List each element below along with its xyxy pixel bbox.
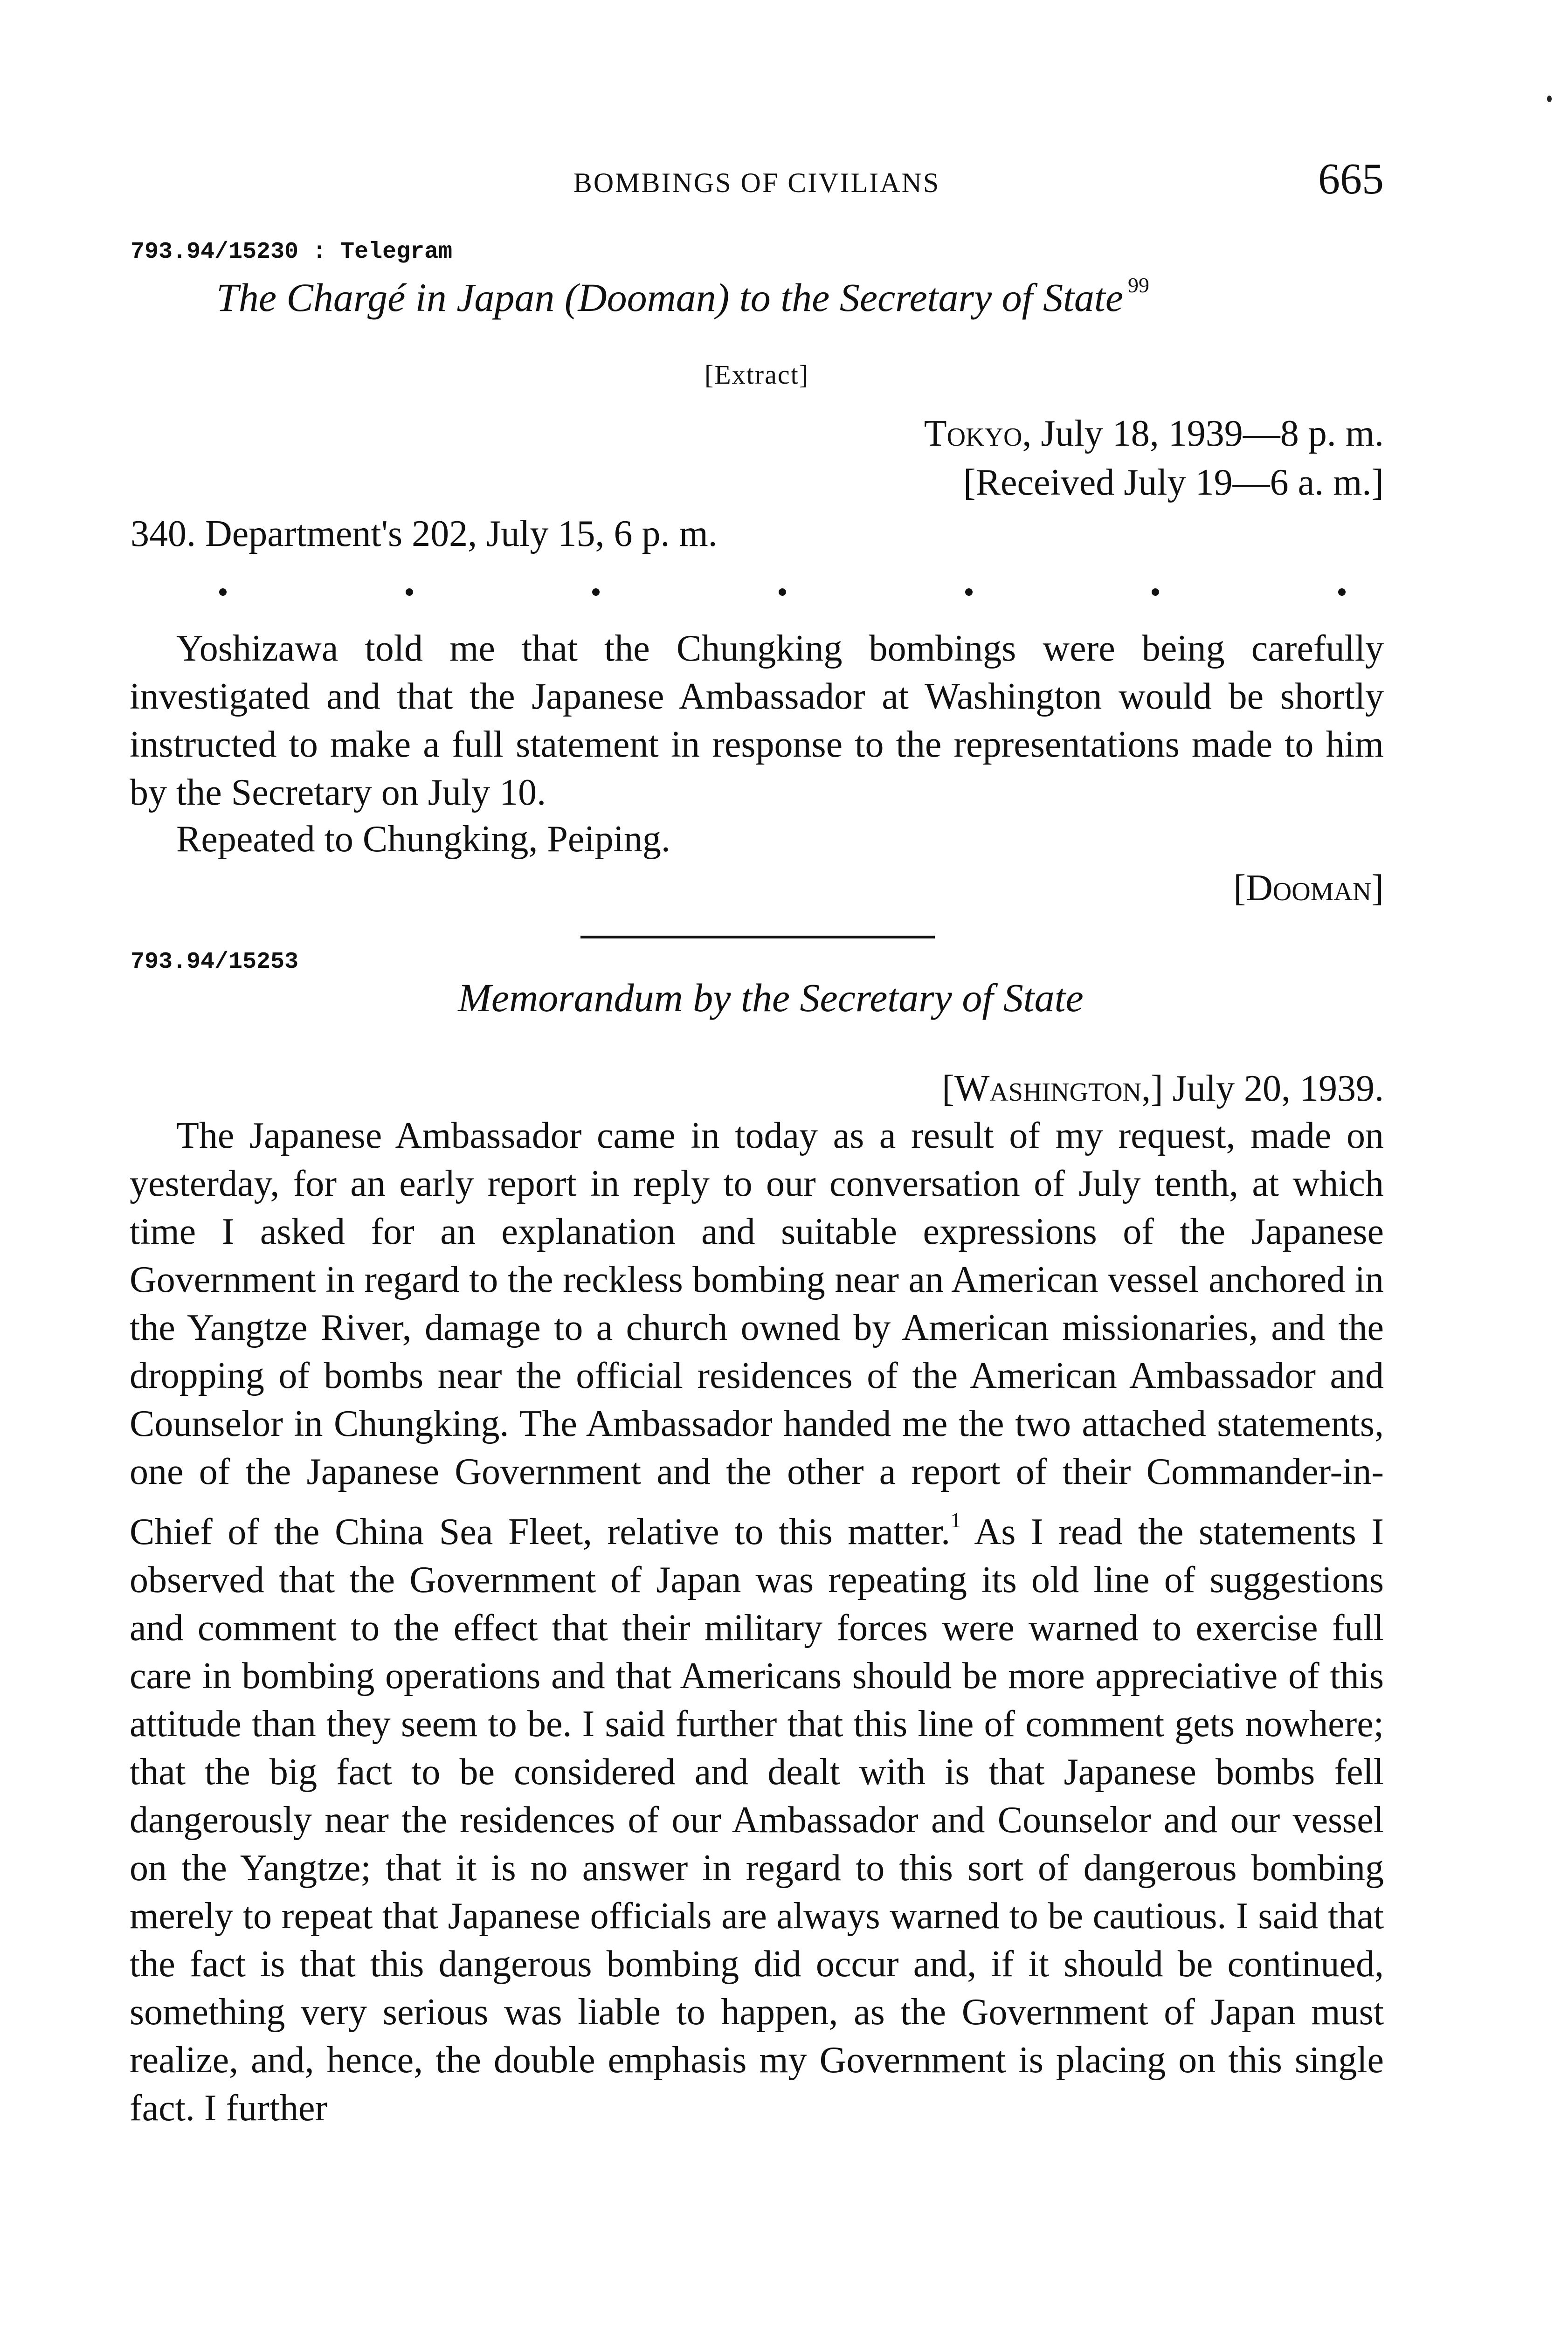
- memorandum-dateline: [Washington,] July 20, 1939.: [942, 1068, 1384, 1109]
- memo-body-part2: As I read the statements I observed that the Government of Japan was repeating its old line of suggestions and comment to the effect that their military forces were warned to exercise full care in bombing operations and that Americans should be more appreciative of this attitude than they seem to be. I said further that this line of comment gets nowhere; that the big fact to be considered and dealt with is that Japanese bombs fell dangerously near the residences of our Ambassador and Counselor and our vessel on the Yangtze; that it is no answer in regard to this sort of dangerous bombing merely to repeat that Japanese officials are always warned to be cautious. I said that the fact is that this dangerous bombing did occur and, if it should be continued, something very serious was liable to happen, as the Government of Japan must realize, and, hence, the double emphasis my Government is placing on this single fact. I further: [130, 1511, 1384, 2129]
- memo-body-part1: The Japanese Ambassador came in today as a result of my request, made on yesterday, for an early report in reply to our conversation of July tenth, at which time I asked for an explanation and suitable expressions of the Japanese Government in regard to the reckless bombing near an American vessel anchored in the Yangtze River, damage to a church owned by American missionaries, and the dropping of bombs near the official residences of the American Ambassador and Counselor in Chungking. The Ambassador handed me the two attached statements, one of the Japanese Government and the other a report of their Commander-in-Chief of the China Sea Fleet, relative to this matter.: [130, 1115, 1384, 1552]
- footnote-ref-99: 99: [1128, 273, 1149, 297]
- telegram-heading-text: The Chargé in Japan (Dooman) to the Secretary of State: [216, 275, 1123, 320]
- telegram-signature: [Dooman]: [1233, 868, 1384, 909]
- section-divider: [580, 936, 935, 938]
- margin-dot: [1547, 96, 1552, 102]
- telegram-reference: 340. Department's 202, July 15, 6 p. m.: [131, 513, 718, 554]
- memorandum-heading: Memorandum by the Secretary of State: [458, 975, 1084, 1020]
- page-number: 665: [1318, 155, 1384, 203]
- memorandum-file-ref: 793.94/15253: [131, 949, 299, 975]
- telegram-file-ref: 793.94/15230 : Telegram: [131, 239, 453, 265]
- telegram-heading: [130, 273, 1384, 321]
- telegram-dateline: [924, 413, 1384, 455]
- running-head: [130, 154, 1384, 205]
- memorandum-body: [130, 1112, 1384, 2132]
- running-title: BOMBINGS OF CIVILIANS: [573, 167, 940, 198]
- omission-ellipsis: [219, 588, 1352, 598]
- signature-name: Dooman: [1246, 868, 1372, 909]
- repeated-line: Repeated to Chungking, Peiping.: [176, 819, 670, 860]
- received-line: [Received July 19—6 a. m.]: [963, 462, 1384, 503]
- memo-place: Washington,: [954, 1068, 1151, 1109]
- dateline-place: Tokyo,: [924, 413, 1032, 454]
- telegram-body: Yoshizawa told me that the Chungking bombings were being carefully investigated and that the Japanese Ambassador at Washington would be shortly instructed to make a full statement in response to the representations made to him by the Secretary on July 10.: [130, 628, 1384, 813]
- dateline-date: July 18, 1939—8 p. m.: [1031, 413, 1384, 454]
- footnote-ref-1: 1: [950, 1508, 961, 1532]
- extract-label: [Extract]: [704, 359, 809, 390]
- memo-date: ] July 20, 1939.: [1151, 1068, 1384, 1109]
